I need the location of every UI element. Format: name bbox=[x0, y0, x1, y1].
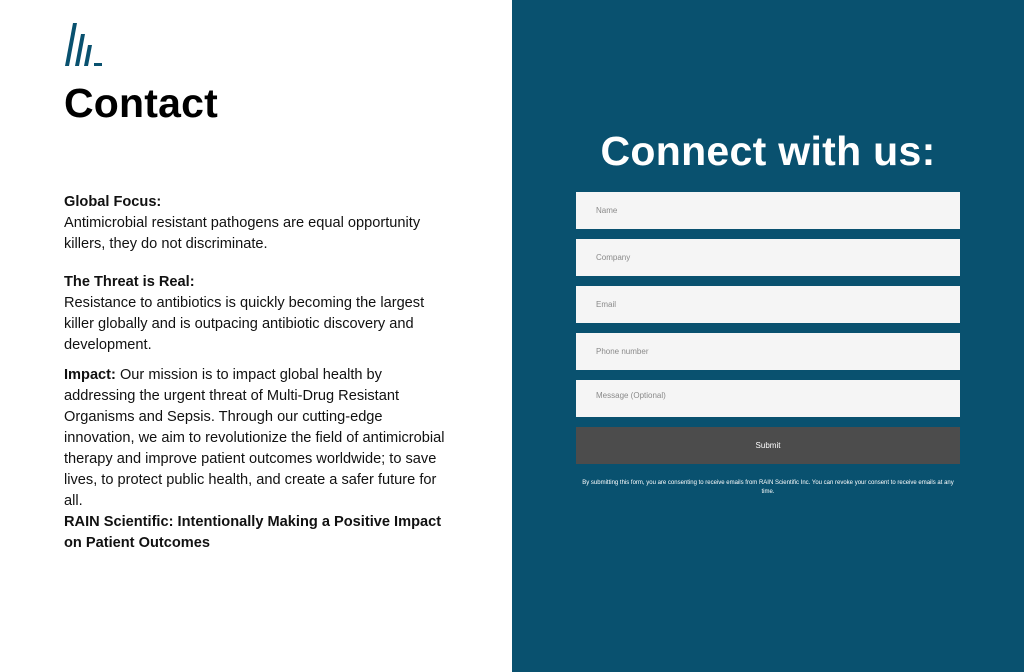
rain-scientific-logo-icon bbox=[64, 23, 104, 67]
tagline: RAIN Scientific: Intentionally Making a Positive Impact on Patient Outcomes bbox=[64, 514, 442, 551]
impact-paragraph bbox=[64, 365, 454, 512]
submit-button[interactable]: Submit bbox=[576, 427, 960, 464]
global-focus-block bbox=[64, 192, 454, 255]
email-input[interactable] bbox=[576, 286, 960, 323]
company-input[interactable] bbox=[576, 239, 960, 276]
impact-heading: Impact: bbox=[64, 367, 116, 383]
page-title: Contact bbox=[64, 80, 219, 126]
name-input[interactable] bbox=[576, 192, 960, 229]
contact-form-panel bbox=[512, 0, 1024, 672]
global-focus-text: Antimicrobial resistant pathogens are equal opportunity killers, they do not discriminate. bbox=[64, 215, 421, 252]
message-input[interactable] bbox=[576, 380, 960, 417]
global-focus-heading: Global Focus: bbox=[64, 194, 162, 210]
contact-copy bbox=[64, 192, 454, 554]
threat-text: Resistance to antibiotics is quickly becoming the largest killer globally and is outpacing antibiotic discovery and development. bbox=[64, 295, 425, 353]
phone-input[interactable] bbox=[576, 333, 960, 370]
impact-text: Our mission is to impact global health by addressing the urgent threat of Multi-Drug Resistant Organisms and Sepsis. Through our cutting-edge innovation, we aim to revolutionize the field of antimicrobial therapy and improve patient outcomes worldwide; to save lives, to protect public health, and create a safer future for all. bbox=[64, 367, 445, 509]
form-title: Connect with us: bbox=[600, 128, 936, 174]
threat-heading: The Threat is Real: bbox=[64, 274, 195, 290]
consent-notice: By submitting this form, you are consenting to receive emails from RAIN Scientific Inc. You can revoke your consent to receive emails at any time. bbox=[582, 480, 954, 495]
threat-block bbox=[64, 272, 454, 356]
